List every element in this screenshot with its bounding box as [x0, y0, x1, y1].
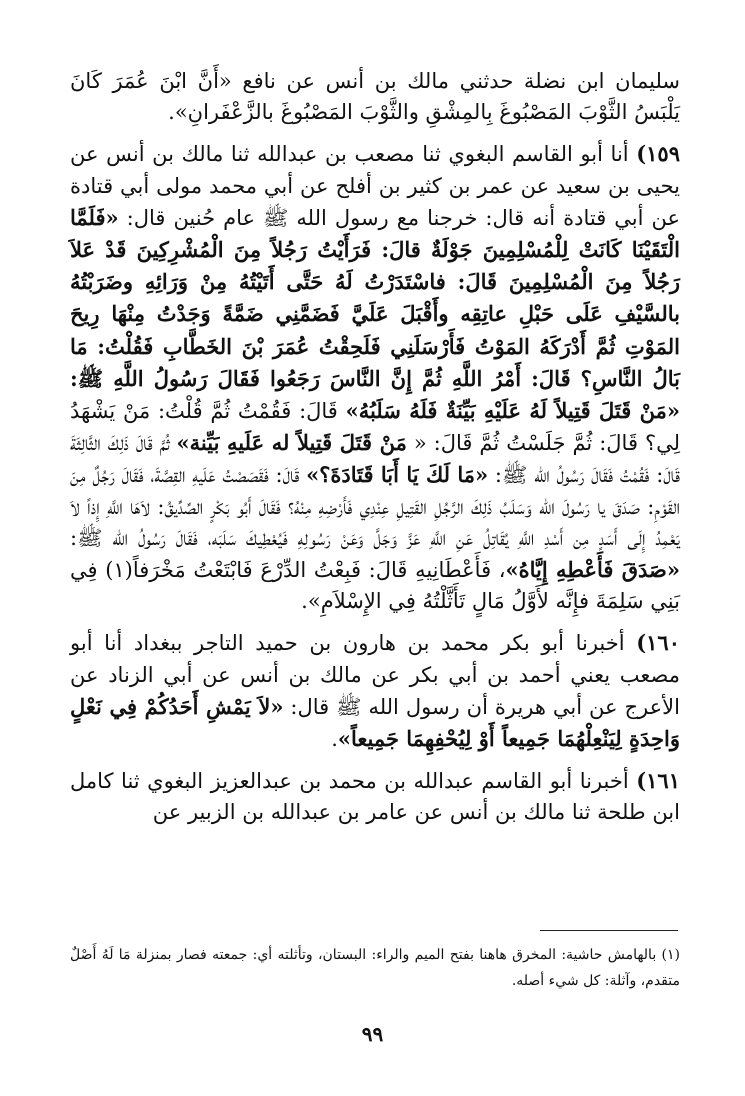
- hadith-number: ١٦٠): [636, 630, 680, 656]
- narration-text: ثُمَّ قَالَ ذَلِكَ الثَّالِثَةَ قَالَ: فَقُمْتُ فَقَالَ رَسُولُ الله ﷺ:: [70, 431, 680, 488]
- footnote-separator: [540, 930, 678, 931]
- narration-text: ، فَأَعْطَانِيهِ قَالَ: فَبِعْتُ الدِّرْعَ فَابْتَعْتُ مَخْرَفاً: [132, 558, 506, 583]
- narration-text: أنا أبو القاسم البغوي ثنا مصعب بن عبدالله ثنا مالك بن أنس عن يحيى بن سعيد عن عمر بن كثير بن أفلح عن أبي محمد مولى أبي قتادة عن أبي قتادة أنه قال: خرجنا مع رسول الله ﷺ عام حُنين قال:: [70, 142, 680, 230]
- hadith-text: مَنْ قَتَلَ قَتِيلاً له عَلَيهِ بَيِّنة»: [176, 430, 407, 456]
- hadith-text: «صَدَقَ فَأَعْطِهِ إِيَّاهُ»: [505, 557, 681, 583]
- hadith-number: ١٥٩): [636, 141, 680, 167]
- hadith-text: «فَلَمَّا الْتَقَيْنَا كَانَتْ لِلْمُسْلِمِينَ جَوْلَةٌ قالَ: فَرَأَيْتُ رَجُلاً مِنَ الْمُشْرِكِينَ قَدْ عَلاَ رَجُلاً مِنَ الْمُسْلِمِينَ قَالَ: فاسْتَدَرْتُ لَهُ حَتَّى أَتَيْتُهُ مِنْ وَرَائِهِ وضَرَبْتُهُ بالسَّيْفِ عَلَى حَبْلِ عاتِقِه وأَقْبَلَ عَلَيَّ فَضَمَّنِي ضَمَّةً وَجَدْتُ مِنْهَا رِيحَ المَوْتِ ثُمَّ أَدْرَكَهُ المَوْتُ فَأَرْسَلَنِي فَلَحِقْتُ عُمَرَ بْنَ الخَطَّابِ فَقُلْتُ: مَا بَالُ النَّاسِ؟ قَالَ: أَمْرُ اللَّهِ ثُمَّ إِنَّ النَّاسَ رَجَعُوا فَقَالَ رَسُولُ اللَّهِ ﷺ: «مَنْ قَتَلَ قَتِيلاً لَهُ عَلَيْهِ بَيِّنَةٌ فَلَهُ سَلَبُهُ»: [70, 204, 680, 424]
- footnote: (١) بالهامش حاشية: المخرق هاهنا بفتح الميم والراء: البستان، وتأثلته أي: جمعته فصار بمنزلة مَا لَهُ أَصْلٌ متقدم، وآثلة: كل شيء أصله.: [70, 947, 680, 989]
- narration-text: .: [331, 727, 338, 752]
- narration-text: أخبرنا أبو القاسم عبدالله بن محمد بن عبدالعزيز البغوي ثنا كامل ابن طلحة ثنا مالك بن أنس عن عامر بن عبدالله بن الزبير عن: [70, 769, 680, 825]
- paragraph: [70, 765, 680, 828]
- paragraph: [70, 627, 680, 755]
- narration-text: (١): [105, 558, 133, 583]
- narration-text: أخبرنا أبو بكر محمد بن هارون بن حميد التاجر ببغداد أنا أبو مصعب يعني أحمد بن أبي بكر عن مالك بن أنس عن أبي الزناد عن الأعرج عن أبي هريرة أن رسول الله ﷺ قال:: [70, 631, 680, 719]
- hadith-text: «مَا لَكَ يَا أَبَا قَتَادَةَ؟»: [306, 462, 489, 488]
- narration-text: قَالَ: فَقَصَصْتُ عَلَيهِ القِصَّةَ، فَقَالَ رَجُلٌ مِنَ القَوْمِ: صَدَقَ يا رَسُولَ الله وَسَلَبُ ذَلِكَ الرَّجُلِ القَتِيلِ عِنْدِي فَأَرْضِهِ مِنْهُ؟ فَقَالَ أَبُو بَكْرٍ الصِّدِّيقُ: لاَهَا اللَّهِ إِذاً لاَ يَعْمِدُ إِلَى أَسَدٍ مِن أَسْدِ اللَّهِ يُقَاتِلُ عَنِ اللَّهِ عَزَّ وَجَلَّ وَعَنْ رَسُولِهِ فَيُعْطِيكَ سَلَبَه، فَقَالَ رَسُولُ الله ﷺ:: [70, 463, 680, 550]
- paragraph: [70, 138, 680, 617]
- hadith-text: «لاَ يَمْشِ أَحَدُكُمْ فِي نَعْلٍ وَاحِدَةٍ لِيَنْعِلْهُمَا جَمِيعاً أَوْ لِيُحْفِهِمَا جَمِيعاً»: [70, 693, 680, 752]
- paragraph: [70, 66, 680, 128]
- narration-text: فِي بَنِي سَلِمَةَ فإِنَّه لأَوَّلُ مَالٍ تَأَثَّلْتُهُ فِي الإِسْلاَمِ».: [70, 558, 680, 614]
- page-number: ٩٩: [361, 1022, 384, 1046]
- narration-text: قَالَ: فَقُمْتُ ثُمَّ قُلْتُ: مَنْ يَشْهَدُ لِي؟ قَالَ: ثُمَّ جَلَسْتُ ثُمَّ قَالَ: «: [70, 399, 680, 456]
- narration-text: سليمان ابن نضلة حدثني مالك بن أنس عن نافع «أَنَّ ابْنَ عُمَرَ كَانَ يَلْبَسُ الثَّوْبَ المَصْبُوغَ بِالمِشْقِ والثَّوْبَ المَصْبُوغَ بالزَّعْفَرانِ».: [70, 69, 680, 125]
- main-text: [70, 66, 680, 839]
- hadith-number: ١٦١): [636, 768, 680, 794]
